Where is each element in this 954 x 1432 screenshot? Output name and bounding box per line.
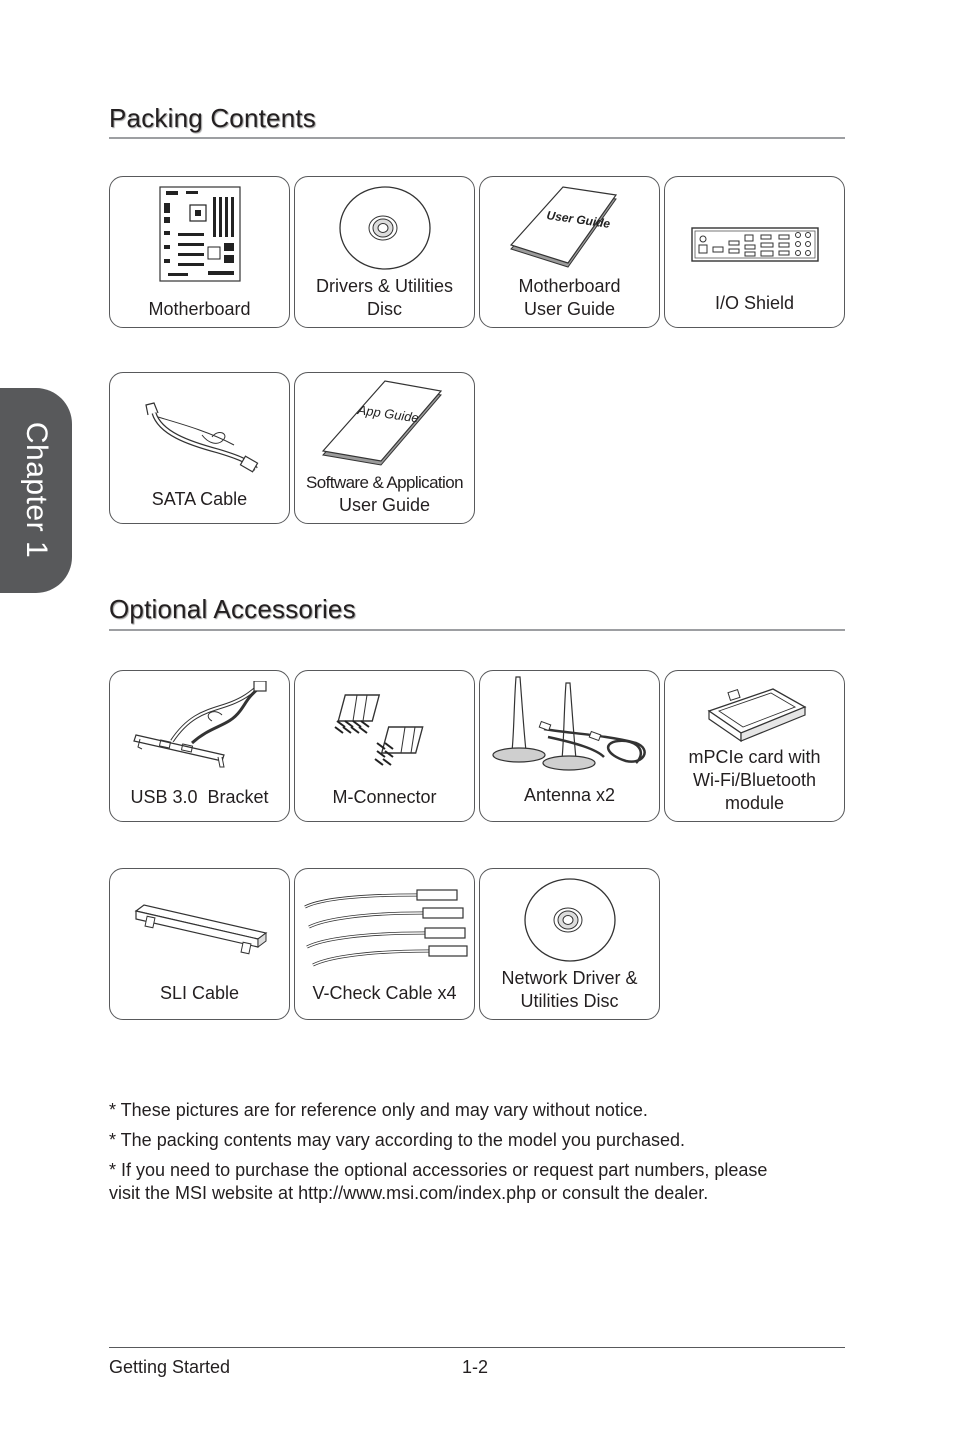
app-guide-book-text: App Guide	[356, 402, 420, 426]
label-antenna: Antenna x2	[523, 785, 616, 805]
note-purchase-line-1: * If you need to purchase the optional accessories or request part numbers, please	[109, 1160, 768, 1180]
user-guide-icon	[480, 177, 659, 277]
card-sli-cable	[109, 868, 290, 1020]
label-mpcie: mPCIe card with Wi-Fi/Bluetooth module	[688, 747, 821, 813]
card-motherboard	[109, 176, 290, 328]
packing-contents-heading: Packing Contents	[109, 103, 316, 133]
v-check-cable-icon	[295, 869, 474, 969]
label-sli-cable: SLI Cable	[159, 983, 240, 1003]
packing-contents-rule	[109, 137, 845, 139]
card-user-guide	[479, 176, 660, 328]
label-drivers-disc: Drivers & Utilities Disc	[315, 276, 453, 319]
note-purchase-line-2: visit the MSI website at http://www.msi.com/index.php or consult the dealer.	[109, 1183, 709, 1203]
disc-icon	[295, 177, 474, 277]
usb-bracket-icon	[110, 671, 289, 771]
label-network-disc: Network Driver & Utilities Disc	[501, 968, 638, 1011]
optional-accessories-rule	[109, 629, 845, 631]
label-v-check-cable: V-Check Cable x4	[312, 983, 457, 1003]
chapter-tab	[0, 388, 72, 593]
note-packing-may-vary: * The packing contents may vary according to the model you purchased.	[109, 1130, 685, 1150]
card-network-disc	[479, 868, 660, 1020]
card-mpcie	[664, 670, 845, 822]
sata-cable-icon	[110, 373, 289, 473]
card-antenna	[479, 670, 660, 822]
motherboard-icon	[110, 177, 289, 277]
footer-page-number: 1-2	[462, 1357, 489, 1377]
card-usb-bracket	[109, 670, 290, 822]
optional-accessories-heading: Optional Accessories	[109, 594, 356, 624]
label-m-connector: M-Connector	[332, 787, 437, 807]
io-shield-icon	[665, 177, 844, 277]
card-m-connector	[294, 670, 475, 822]
footer-rule	[109, 1347, 845, 1348]
card-app-guide	[294, 372, 475, 524]
label-app-guide: Software & Application User Guide	[306, 473, 463, 515]
label-io-shield: I/O Shield	[714, 293, 795, 313]
label-usb-bracket: USB 3.0 Bracket	[130, 787, 269, 807]
card-drivers-disc	[294, 176, 475, 328]
app-guide-icon	[295, 373, 474, 473]
card-sata-cable	[109, 372, 290, 524]
label-user-guide: Motherboard User Guide	[518, 276, 621, 319]
disc-icon	[480, 869, 659, 969]
m-connector-icon	[295, 671, 474, 771]
footer-section-title: Getting Started	[109, 1357, 231, 1377]
card-io-shield	[664, 176, 845, 328]
card-v-check-cable	[294, 868, 475, 1020]
note-reference: * These pictures are for reference only and may vary without notice.	[109, 1100, 648, 1120]
antenna-icon	[480, 671, 659, 771]
user-guide-book-text: User Guide	[545, 208, 612, 231]
chapter-tab-label: Chapter 1	[20, 421, 53, 559]
sli-cable-icon	[110, 869, 289, 969]
label-motherboard: Motherboard	[148, 299, 251, 319]
label-sata-cable: SATA Cable	[151, 489, 248, 509]
